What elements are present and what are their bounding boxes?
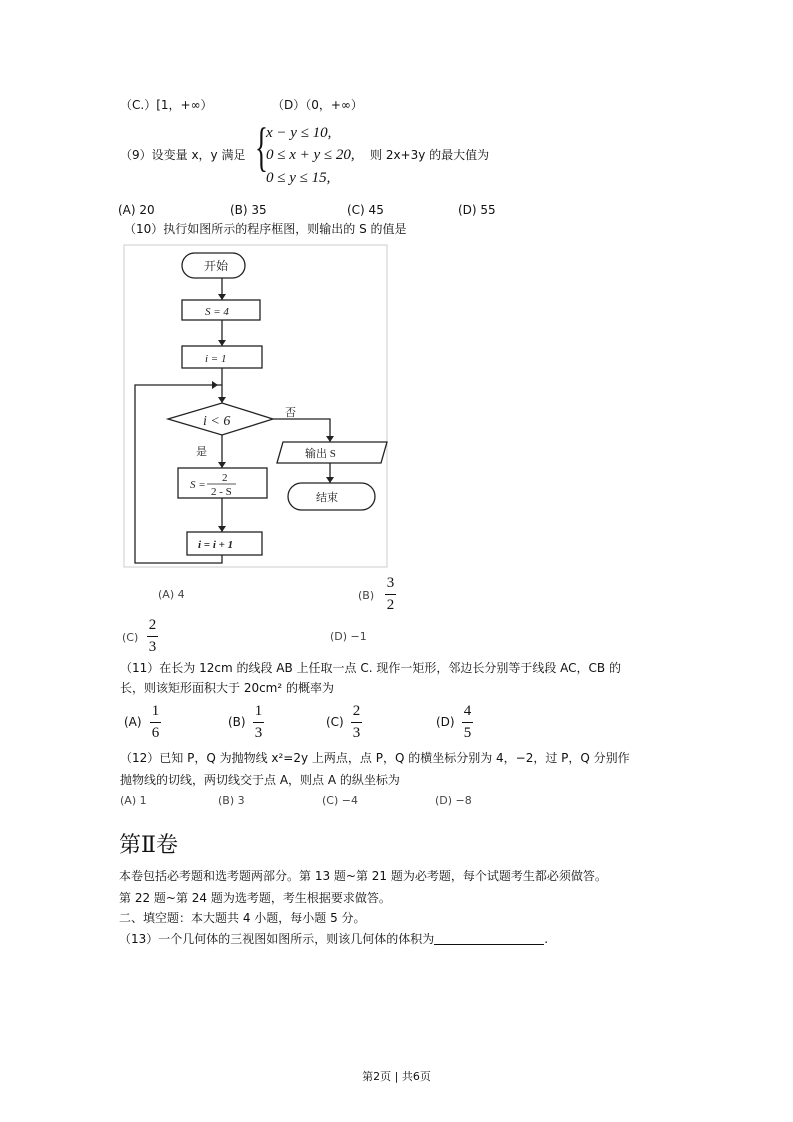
increment-box [187,532,262,555]
fraction: 1 6 [151,703,160,741]
q9-option: (A) 20 [118,203,155,217]
i-init-label: i = 1 [205,353,227,365]
update-numerator: 2 [222,472,228,484]
i-init-box [182,346,262,368]
q9-constraint: 0 ≤ x + y ≤ 20, [266,147,355,163]
q12-option: (D) −8 [435,794,472,807]
q11-option-label: (A) [124,715,142,729]
q9-constraint: 0 ≤ y ≤ 15, [266,170,331,186]
q11-line1: （11）在长为 12cm 的线段 AB 上任取一点 C. 现作一矩形，邻边长分别等于线段 AC，CB 的 [120,661,621,675]
q12-option: (C) −4 [322,794,358,807]
start-label: 开始 [204,259,229,273]
page-footer: 第2页 | 共6页 [362,1070,431,1083]
q8-option-d: （D）（0，+∞） [272,98,363,112]
q11-line2: 长，则该矩形面积大于 20cm² 的概率为 [120,681,334,695]
fraction: 3 2 [386,575,395,613]
q9-constraint: x − y ≤ 10, [266,125,332,141]
q8-option-c: （C.）[1，+∞） [120,98,213,112]
q11-option-label: (B) [228,715,246,729]
fraction: 1 3 [254,703,263,741]
answer-blank[interactable] [434,933,544,945]
q12-line2: 抛物线的切线，两切线交于点 A，则点 A 的纵坐标为 [120,773,400,787]
loop-back [135,385,222,563]
flowchart-frame [124,245,387,567]
q10-option-c-label: (C) [122,631,139,644]
brace: { [255,117,268,177]
end-oval [288,483,375,510]
fraction: 2 3 [148,617,157,655]
q12-option: (A) 1 [120,794,147,807]
q9-suffix: 则 2x+3y 的最大值为 [370,148,490,162]
part2-para1: 本卷包括必考题和选考题两部分。第 13 题~第 21 题为必考题，每个试题考生都必须做答。 [119,869,607,883]
no-label: 否 [285,407,296,419]
section-title: 第Ⅱ卷 [119,832,178,857]
s-init-label: S = 4 [205,306,229,318]
output-label: 输出 S [305,448,336,460]
arrowheads [212,294,334,532]
yes-label: 是 [196,446,207,458]
q11-option-label: (C) [326,715,344,729]
q13: （13）一个几何体的三视图如图所示，则该几何体的体积为 . [119,932,549,946]
end-label: 结束 [316,492,338,504]
update-box [178,468,267,498]
output-parallelogram [277,442,387,463]
start-oval [182,253,245,278]
q9-option: (C) 45 [347,203,384,217]
increment-label: i = i + 1 [198,539,234,551]
q12-option: (B) 3 [218,794,245,807]
s-init-box [182,300,260,320]
part2-section: 二、填空题：本大题共 4 小题，每小题 5 分。 [119,911,366,925]
q10-option-b-label: (B) [358,589,375,602]
q9-option: (B) 35 [230,203,267,217]
update-lhs: S = [190,479,206,491]
fraction: 2 3 [352,703,361,741]
q9-prefix: （9）设变量 x，y 满足 [120,148,246,162]
q10-stem: （10）执行如图所示的程序框图，则输出的 S 的值是 [124,222,407,236]
q9-option: (D) 55 [458,203,496,217]
q10-option-d: (D) −1 [330,630,367,643]
part2-para2: 第 22 题~第 24 题为选考题，考生根据要求做答。 [119,891,391,905]
fraction: 4 5 [463,703,472,741]
q12-line1: （12）已知 P，Q 为抛物线 x²=2y 上两点，点 P，Q 的横坐标分别为 4，−2，过 P，Q 分别作 [120,751,630,765]
q10-option-a: (A) 4 [158,588,185,601]
condition-diamond [168,403,273,435]
no-branch [273,419,330,442]
condition-label: i < 6 [203,414,231,429]
q11-option-label: (D) [436,715,455,729]
update-denominator: 2 - S [211,486,232,498]
